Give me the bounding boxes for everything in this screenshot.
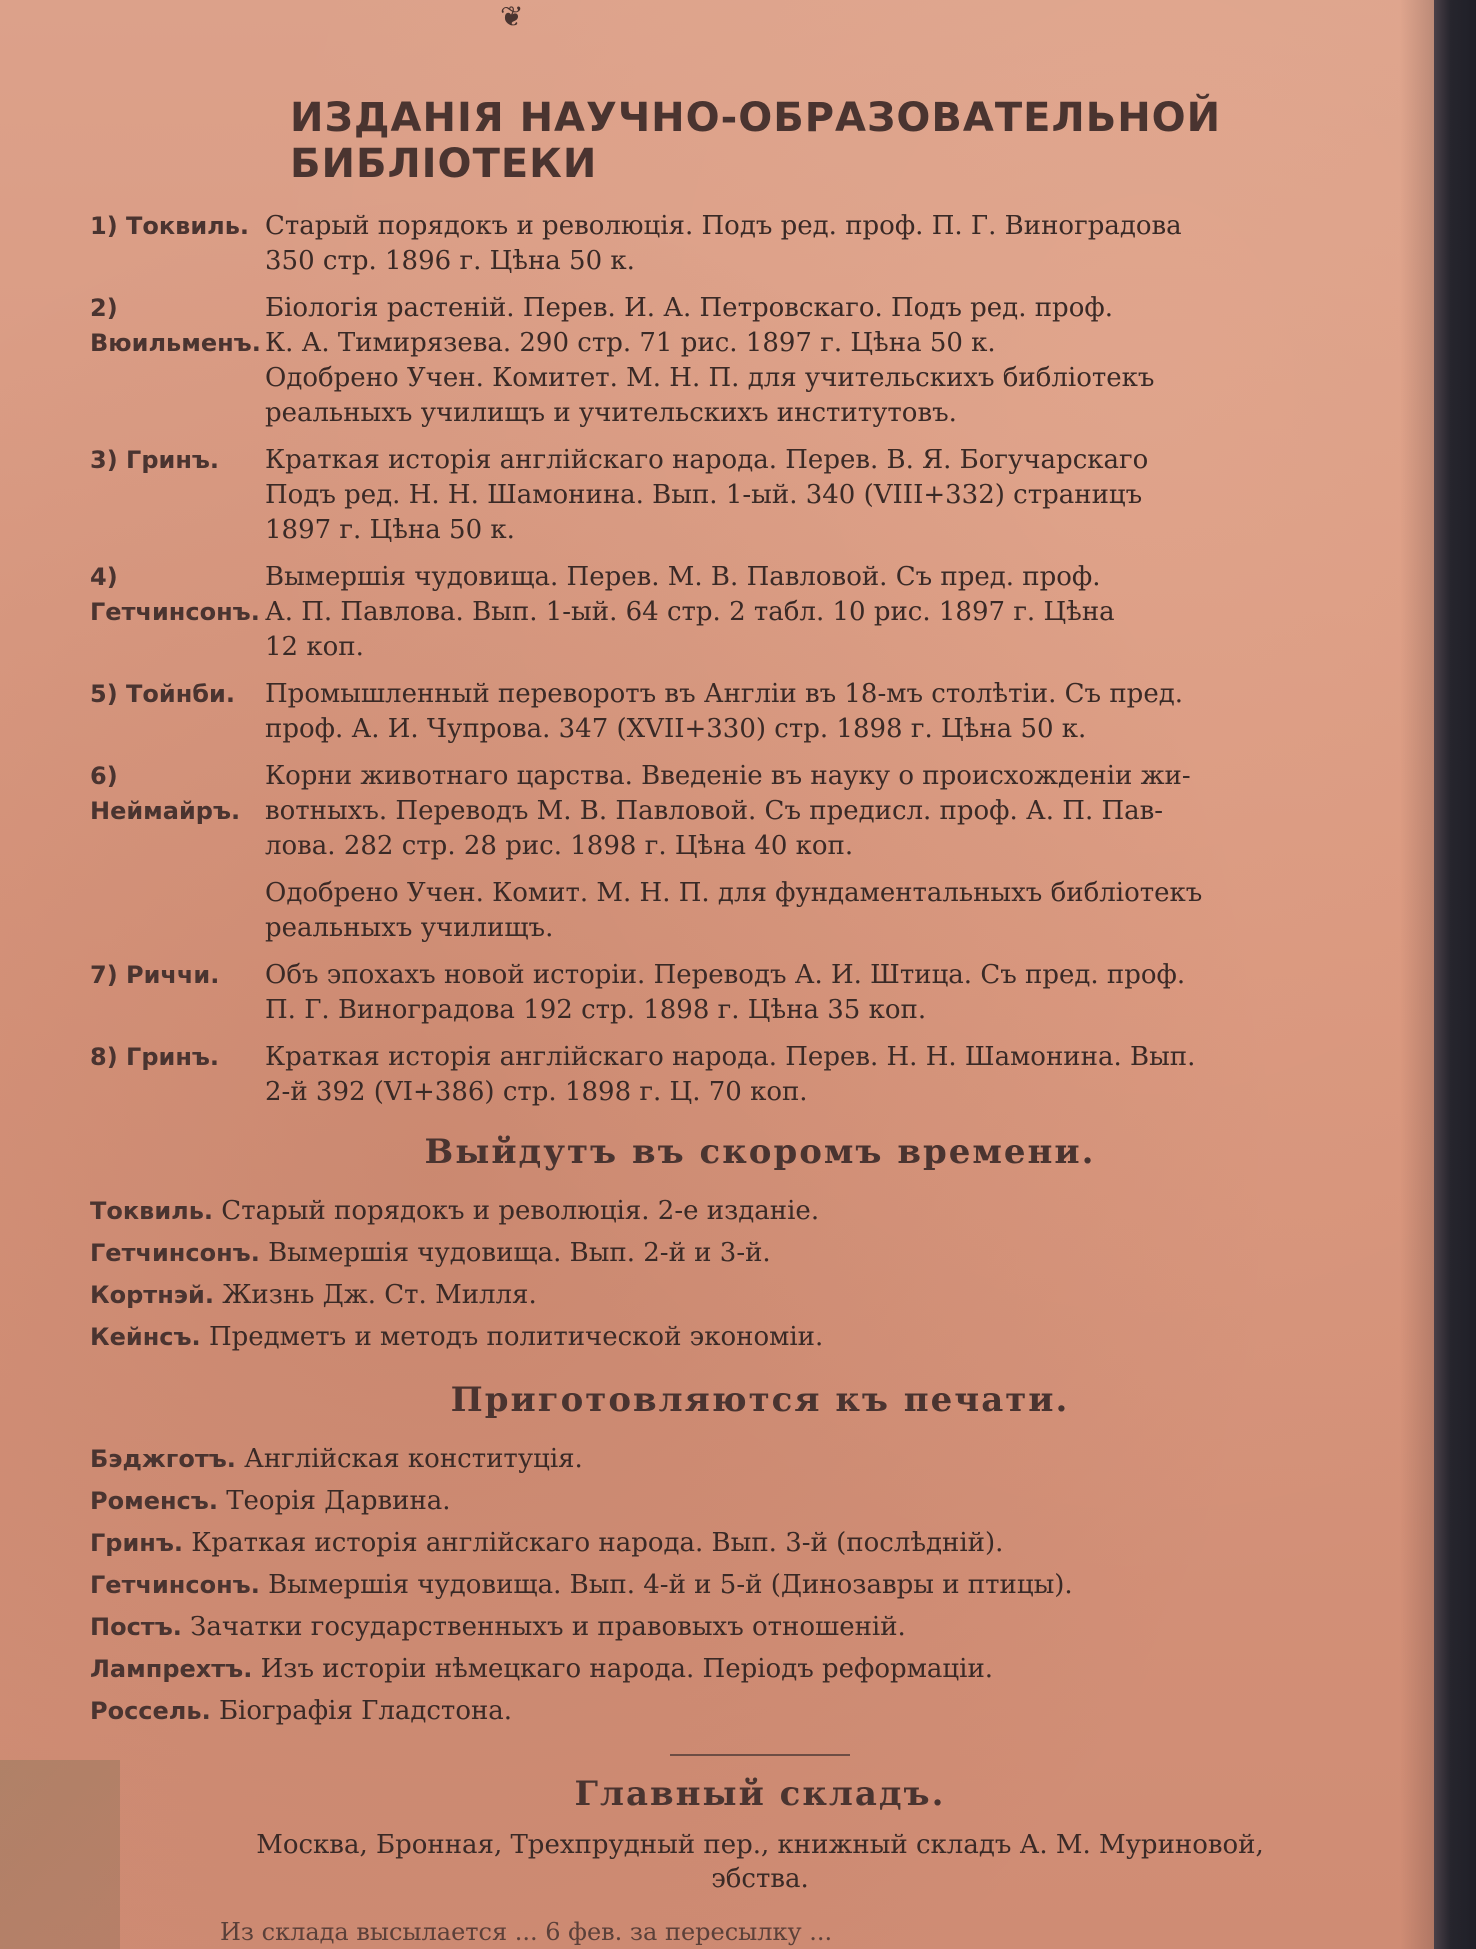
- store-address: [90, 1828, 1430, 1896]
- approval-note: [90, 876, 1430, 946]
- entry-line: Старый порядокъ и революцiя. Подъ ред. проф. П. Г. Виноградова: [265, 211, 1182, 241]
- item-author: Постъ.: [90, 1613, 182, 1641]
- item-title: Теорiя Дарвина.: [226, 1486, 451, 1516]
- list-item: [90, 1274, 1430, 1316]
- item-author: Гринъ.: [90, 1529, 184, 1557]
- store-title: Главный складъ.: [574, 1774, 946, 1814]
- divider: [670, 1754, 850, 1756]
- note-line: реальныхъ училищъ.: [265, 913, 554, 943]
- note-line: Одобрено Учен. Комит. М. Н. П. для фундаментальныхъ библiотекъ: [265, 878, 1203, 908]
- item-author: Токвиль.: [90, 1197, 214, 1225]
- entry-line: 1897 г. Цѣна 50 к.: [265, 515, 515, 545]
- published-list: [90, 209, 1430, 864]
- page-content: [90, 95, 1430, 1896]
- list-item: [90, 1232, 1430, 1274]
- item-title: Зачатки государственныхъ и правовыхъ отношенiй.: [190, 1612, 906, 1642]
- book-entry: [90, 560, 1430, 665]
- entry-line: Объ эпохахъ новой исторiи. Переводъ А. И. Штица. Съ пред. проф.: [265, 960, 1186, 990]
- item-title: Предметъ и методъ политической экономiи.: [208, 1322, 824, 1352]
- book-entry: [90, 958, 1430, 1028]
- book-binding: [1434, 0, 1476, 1949]
- ornament-icon: ❦: [500, 0, 524, 33]
- entry-line: Вымершiя чудовища. Перев. М. В. Павловой. Съ пред. проф.: [265, 562, 1101, 592]
- item-title: Вымершiя чудовища. Вып. 2-й и 3-й.: [268, 1238, 771, 1268]
- footer-line: Из склада высылается ... 6 фев. за пересылку ...: [220, 1918, 833, 1946]
- section-title-soon: Выйдутъ въ скоромъ времени.: [424, 1132, 1096, 1172]
- list-item: [90, 1606, 1430, 1648]
- item-author: Бэджготъ.: [90, 1445, 236, 1473]
- preparing-list: [90, 1438, 1430, 1732]
- section-title-preparing: Приготовляются къ печати.: [450, 1380, 1070, 1420]
- list-item: [90, 1522, 1430, 1564]
- entry-line: Одобрено Учен. Комитет. М. Н. П. для учительскихъ библiотекъ: [265, 363, 1155, 393]
- list-item: [90, 1648, 1430, 1690]
- item-title: Краткая исторiя англiйскаго народа. Вып. 3-й (послѣднiй).: [191, 1528, 1004, 1558]
- entry-line: проф. А. И. Чупрова. 347 (XVII+330) стр. 1898 г. Цѣна 50 к.: [265, 714, 1087, 744]
- entry-line: Корни животнаго царства. Введенiе въ науку о происхожденiи жи-: [265, 761, 1191, 791]
- entry-line: Краткая исторiя англiйскаго народа. Перев. В. Я. Богучарскаго: [265, 445, 1149, 475]
- entry-line: П. Г. Виноградова 192 стр. 1898 г. Цѣна 35 коп.: [265, 995, 927, 1025]
- entry-line: 350 стр. 1896 г. Цѣна 50 к.: [265, 246, 635, 276]
- item-author: Кортнэй.: [90, 1281, 214, 1309]
- entry-line: 12 коп.: [265, 632, 364, 662]
- item-author: Гетчинсонъ.: [90, 1239, 260, 1267]
- entry-author: 6) Неймайръ.: [90, 762, 241, 825]
- entry-author: 1) Токвиль.: [90, 212, 250, 240]
- entry-author: 7) Риччи.: [90, 961, 220, 989]
- book-entry: [90, 209, 1430, 279]
- entry-line: 2-й 392 (VI+386) стр. 1898 г. Ц. 70 коп.: [265, 1077, 808, 1107]
- entry-line: К. А. Тимирязева. 290 стр. 71 рис. 1897 г. Цѣна 50 к.: [265, 328, 996, 358]
- entry-line: Промышленный переворотъ въ Англiи въ 18-мъ столѣтiи. Съ пред.: [265, 679, 1183, 709]
- entry-author: 2) Вюильменъ.: [90, 294, 261, 357]
- item-title: Старый порядокъ и революцiя. 2-е изданiе.: [221, 1196, 820, 1226]
- entry-line: лова. 282 стр. 28 рис. 1898 г. Цѣна 40 коп.: [265, 831, 854, 861]
- entry-author: 5) Тойнби.: [90, 680, 235, 708]
- page-corner-stain: [0, 1760, 120, 1949]
- page-header: ИЗДАНIЯ НАУЧНО-ОБРАЗОВАТЕЛЬНОЙ БИБЛIОТЕКИ: [290, 95, 1222, 187]
- list-item: [90, 1480, 1430, 1522]
- entry-author: 4) Гетчинсонъ.: [90, 563, 260, 626]
- item-author: Лампрехтъ.: [90, 1655, 253, 1683]
- entry-line: Краткая исторiя англiйскаго народа. Перев. Н. Н. Шамонина. Вып.: [265, 1042, 1196, 1072]
- list-item: [90, 1438, 1430, 1480]
- item-title: Изъ исторiи нѣмецкаго народа. Перiодъ реформацiи.: [260, 1654, 994, 1684]
- item-title: Вымершiя чудовища. Вып. 4-й и 5-й (Динозавры и птицы).: [268, 1570, 1073, 1600]
- book-entry: [90, 677, 1430, 747]
- address-line: эбства.: [711, 1864, 809, 1894]
- entry-line: А. П. Павлова. Вып. 1-ый. 64 стр. 2 табл. 10 рис. 1897 г. Цѣна: [265, 597, 1115, 627]
- book-entry: [90, 759, 1430, 864]
- entry-author: 3) Гринъ.: [90, 446, 220, 474]
- soon-list: [90, 1190, 1430, 1358]
- address-line: Москва, Бронная, Трехпрудный пер., книжный складъ А. М. Муриновой,: [256, 1830, 1264, 1860]
- entry-author: 8) Гринъ.: [90, 1043, 220, 1071]
- published-list-continued: [90, 958, 1430, 1110]
- book-entry: [90, 443, 1430, 548]
- list-item: [90, 1190, 1430, 1232]
- entry-line: Подъ ред. Н. Н. Шамонина. Вып. 1-ый. 340 (VIII+332) страницъ: [265, 480, 1143, 510]
- item-author: Россель.: [90, 1697, 211, 1725]
- list-item: [90, 1316, 1430, 1358]
- item-title: Жизнь Дж. Ст. Милля.: [222, 1280, 537, 1310]
- item-author: Роменсъ.: [90, 1487, 218, 1515]
- item-title: Бiографiя Гладстона.: [218, 1696, 513, 1726]
- item-title: Англiйская конституцiя.: [244, 1444, 583, 1474]
- list-item: [90, 1564, 1430, 1606]
- entry-line: вотныхъ. Переводъ М. В. Павловой. Съ предисл. проф. А. П. Пав-: [265, 796, 1164, 826]
- entry-line: Бiологiя растенiй. Перев. И. А. Петровскаго. Подъ ред. проф.: [265, 293, 1113, 323]
- list-item: [90, 1690, 1430, 1732]
- entry-line: реальныхъ училищъ и учительскихъ институтовъ.: [265, 398, 957, 428]
- item-author: Кейнсъ.: [90, 1323, 201, 1351]
- book-entry: [90, 1040, 1430, 1110]
- item-author: Гетчинсонъ.: [90, 1571, 260, 1599]
- book-entry: [90, 291, 1430, 431]
